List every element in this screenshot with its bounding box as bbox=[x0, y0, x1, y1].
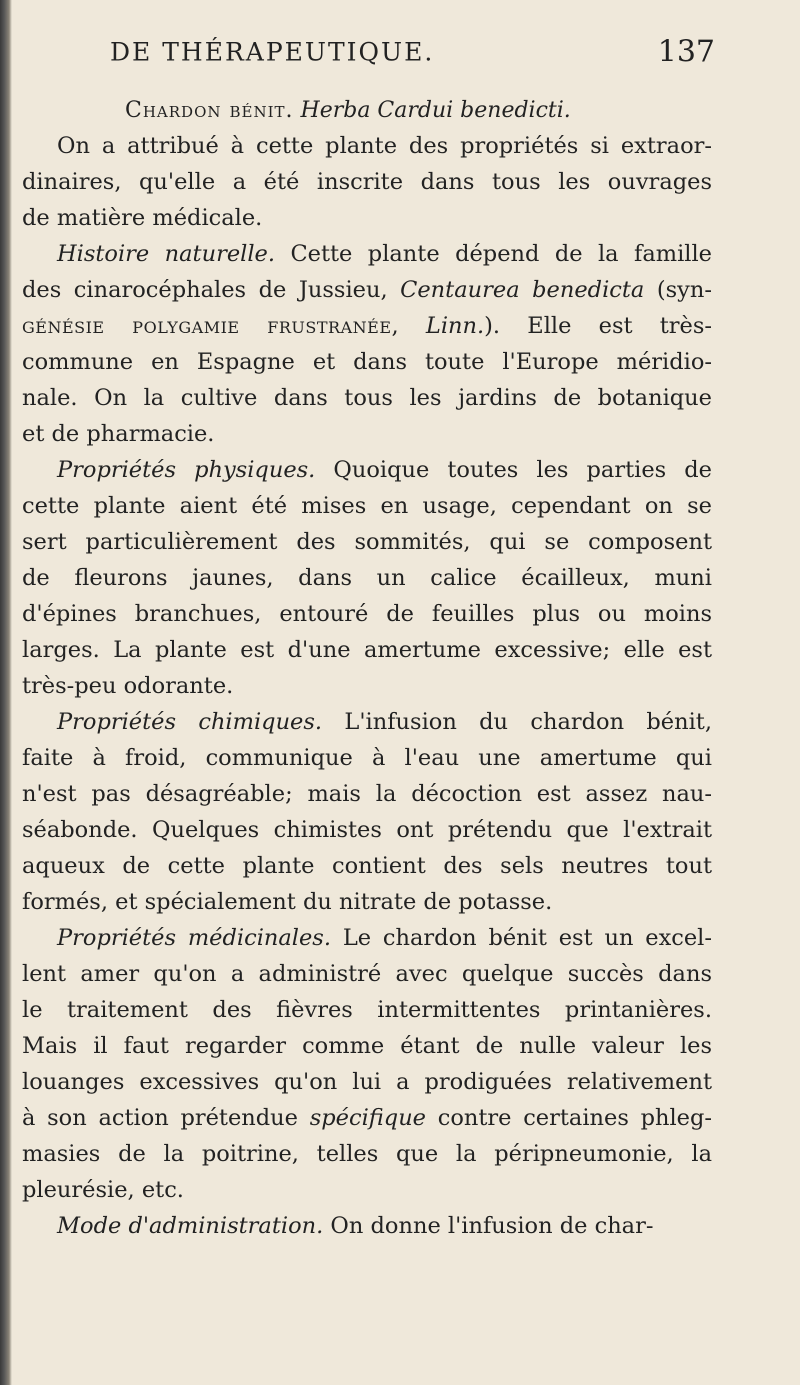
line-text: commune en Espagne et dans toute l'Europe méridio- bbox=[22, 349, 712, 375]
line-text: Quoique toutes les parties de bbox=[315, 457, 712, 483]
text-line bbox=[57, 452, 712, 488]
section-lead: Propriétés médicinales. bbox=[57, 925, 332, 951]
text-line bbox=[22, 416, 712, 452]
line-text: des cinarocéphales de Jussieu, bbox=[22, 277, 401, 303]
line-text: à son action prétendue bbox=[22, 1105, 310, 1131]
line-text: nale. On la cultive dans tous les jardins de botanique bbox=[22, 385, 712, 411]
line-text: lent amer qu'on a administré avec quelque succès dans bbox=[22, 961, 712, 987]
page-number: 137 bbox=[657, 34, 715, 70]
line-text: L'infusion du chardon bénit, bbox=[322, 709, 712, 735]
text-line bbox=[22, 344, 712, 380]
section-lead: Histoire naturelle. bbox=[57, 241, 276, 267]
text-line bbox=[22, 560, 712, 596]
entry-latin-name: Herba Cardui benedicti. bbox=[300, 98, 571, 123]
line-text: formés, et spécialement du nitrate de potasse. bbox=[22, 889, 553, 915]
section-lead: Propriétés chimiques. bbox=[57, 709, 323, 735]
text-line bbox=[22, 992, 712, 1028]
text-line bbox=[22, 668, 712, 704]
line-text: On donne l'infusion de char- bbox=[323, 1213, 654, 1239]
text-line bbox=[22, 200, 712, 236]
text-line bbox=[22, 488, 712, 524]
line-text: masies de la poitrine, telles que la péripneumonie, la bbox=[22, 1141, 712, 1167]
line-text: larges. La plante est d'une amertume excessive; elle est bbox=[22, 637, 712, 663]
line-text: et de pharmacie. bbox=[22, 421, 215, 447]
text-line bbox=[57, 920, 712, 956]
text-line bbox=[22, 1136, 712, 1172]
line-text: le traitement des fièvres intermittentes printanières. bbox=[22, 997, 712, 1023]
text-line bbox=[22, 632, 712, 668]
text-line bbox=[22, 956, 712, 992]
line-text: séabonde. Quelques chimistes ont prétendu que l'extrait bbox=[22, 817, 712, 843]
text-line bbox=[22, 1064, 712, 1100]
line-text: sert particulièrement des sommités, qui se composent bbox=[22, 529, 712, 555]
italic-text: Linn. bbox=[425, 313, 485, 339]
text-line bbox=[22, 812, 712, 848]
line-text: aqueux de cette plante contient des sels neutres tout bbox=[22, 853, 712, 879]
line-text: ). Elle est très- bbox=[484, 313, 712, 339]
line-text: On a attribué à cette plante des propriétés si extraor- bbox=[57, 133, 712, 159]
text-line bbox=[22, 1172, 712, 1208]
text-line bbox=[22, 308, 712, 344]
line-text: de matière médicale. bbox=[22, 205, 263, 231]
text-line bbox=[57, 236, 712, 272]
entry-heading bbox=[125, 98, 571, 123]
text-line bbox=[22, 272, 712, 308]
text-line bbox=[57, 704, 712, 740]
line-text: Mais il faut regarder comme étant de nulle valeur les bbox=[22, 1033, 712, 1059]
line-text: Cette plante dépend de la famille bbox=[275, 241, 712, 267]
italic-text: spécifique bbox=[309, 1105, 426, 1131]
text-line bbox=[22, 164, 712, 200]
text-line bbox=[22, 524, 712, 560]
text-line bbox=[57, 1208, 712, 1244]
line-text: (syn- bbox=[644, 277, 712, 303]
line-text: de fleurons jaunes, dans un calice écailleux, muni bbox=[22, 565, 712, 591]
section-lead: Mode d'administration. bbox=[57, 1213, 324, 1239]
line-text: faite à froid, communique à l'eau une amertume qui bbox=[22, 745, 712, 771]
text-line bbox=[22, 596, 712, 632]
text-line bbox=[22, 848, 712, 884]
line-text: dinaires, qu'elle a été inscrite dans tous les ouvrages bbox=[22, 169, 712, 195]
line-text: d'épines branchues, entouré de feuilles plus ou moins bbox=[22, 601, 712, 627]
text-line bbox=[57, 128, 712, 164]
text-line bbox=[22, 1028, 712, 1064]
line-text: , bbox=[391, 313, 426, 339]
line-text: contre certaines phleg- bbox=[426, 1105, 713, 1131]
text-line bbox=[22, 776, 712, 812]
small-caps-text: génésie polygamie frustranée bbox=[22, 313, 392, 339]
text-line bbox=[22, 884, 712, 920]
line-text: Le chardon bénit est un excel- bbox=[331, 925, 712, 951]
text-line bbox=[22, 740, 712, 776]
text-line bbox=[22, 380, 712, 416]
line-text: louanges excessives qu'on lui a prodiguées relativement bbox=[22, 1069, 712, 1095]
line-text: cette plante aient été mises en usage, cependant on se bbox=[22, 493, 712, 519]
section-lead: Propriétés physiques. bbox=[57, 457, 316, 483]
running-title: DE THÉRAPEUTIQUE. bbox=[110, 37, 435, 67]
running-head bbox=[110, 22, 715, 70]
line-text: n'est pas désagréable; mais la décoction est assez nau- bbox=[22, 781, 712, 807]
line-text: très-peu odorante. bbox=[22, 673, 234, 699]
entry-name: Chardon bénit. bbox=[125, 98, 294, 123]
text-line bbox=[22, 1100, 712, 1136]
italic-text: Centaurea benedicta bbox=[400, 277, 645, 303]
line-text: pleurésie, etc. bbox=[22, 1177, 184, 1203]
